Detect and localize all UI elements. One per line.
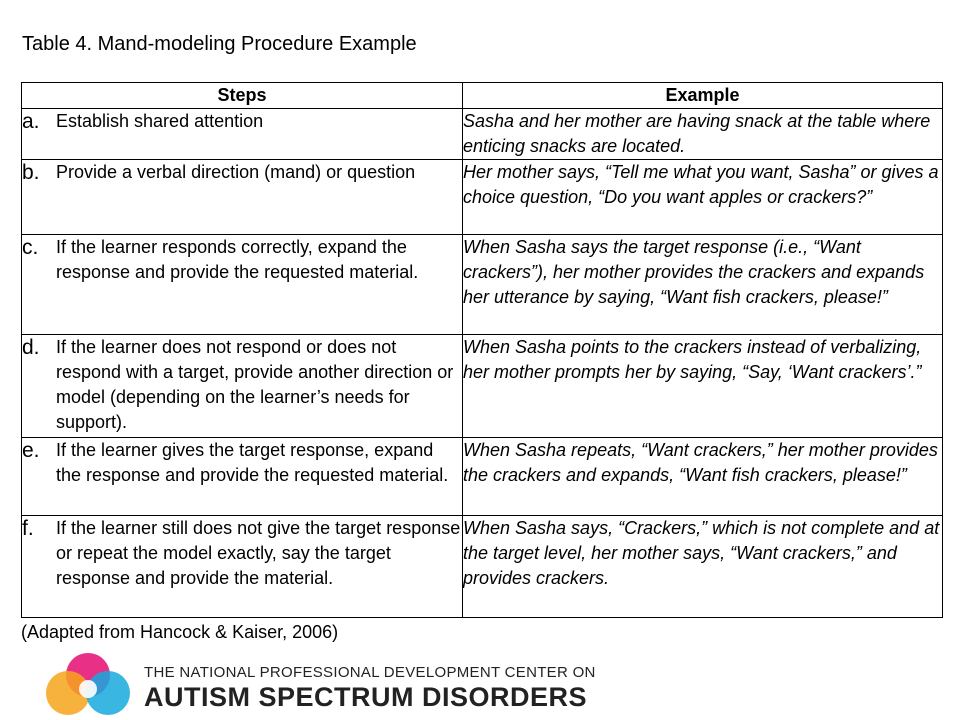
header-steps: Steps	[22, 83, 463, 109]
step-cell	[22, 516, 463, 618]
table-header-row	[22, 83, 943, 109]
step-text: If the learner responds correctly, expand the response and provide the requested material.	[56, 237, 419, 282]
example-cell: When Sasha repeats, “Want crackers,” her mother provides the crackers and expands, “Want fish crackers, please!”	[463, 438, 943, 516]
example-cell: Her mother says, “Tell me what you want, Sasha” or gives a choice question, “Do you want apples or crackers?”	[463, 160, 943, 235]
table-row	[22, 160, 943, 235]
step-cell	[22, 109, 463, 160]
step-letter: b.	[22, 161, 40, 184]
step-letter: f.	[22, 517, 34, 540]
step-text: If the learner does not respond or does not respond with a target, provide another direction or model (depending on the learner’s needs for support).	[56, 337, 454, 432]
overlapping-circles-logo-icon	[38, 651, 138, 719]
procedure-table	[21, 82, 943, 618]
example-cell: When Sasha says the target response (i.e., “Want crackers”), her mother provides the crackers and expands her utterance by saying, “Want fish crackers, please!”	[463, 235, 943, 335]
step-letter: e.	[22, 439, 40, 462]
example-cell: When Sasha points to the crackers instead of verbalizing, her mother prompts her by saying, “Say, ‘Want crackers’.”	[463, 335, 943, 438]
org-name-line2: AUTISM SPECTRUM DISORDERS	[144, 682, 588, 712]
step-cell	[22, 438, 463, 516]
step-text: If the learner still does not give the target response or repeat the model exactly, say the target response and provide the material.	[56, 518, 461, 588]
step-text: Provide a verbal direction (mand) or question	[56, 162, 416, 182]
step-letter: c.	[22, 236, 39, 259]
table-row	[22, 335, 943, 438]
step-cell	[22, 335, 463, 438]
header-example: Example	[463, 83, 943, 109]
org-name-line1: THE NATIONAL PROFESSIONAL DEVELOPMENT CENTER ON	[144, 664, 596, 681]
source-citation: (Adapted from Hancock & Kaiser, 2006)	[21, 622, 339, 642]
table-title: Table 4. Mand-modeling Procedure Example	[22, 33, 417, 55]
step-text: If the learner gives the target response, expand the response and provide the requested material.	[56, 440, 449, 485]
table-row	[22, 438, 943, 516]
step-letter: d.	[22, 336, 40, 359]
step-text: Establish shared attention	[56, 111, 264, 131]
step-cell	[22, 160, 463, 235]
table-row	[22, 516, 943, 618]
example-cell: When Sasha says, “Crackers,” which is not complete and at the target level, her mother says, “Want crackers,” and provides crackers.	[463, 516, 943, 618]
step-letter: a.	[22, 110, 40, 133]
table-row	[22, 109, 943, 160]
example-cell: Sasha and her mother are having snack at the table where enticing snacks are located.	[463, 109, 943, 160]
step-cell	[22, 235, 463, 335]
table-row	[22, 235, 943, 335]
